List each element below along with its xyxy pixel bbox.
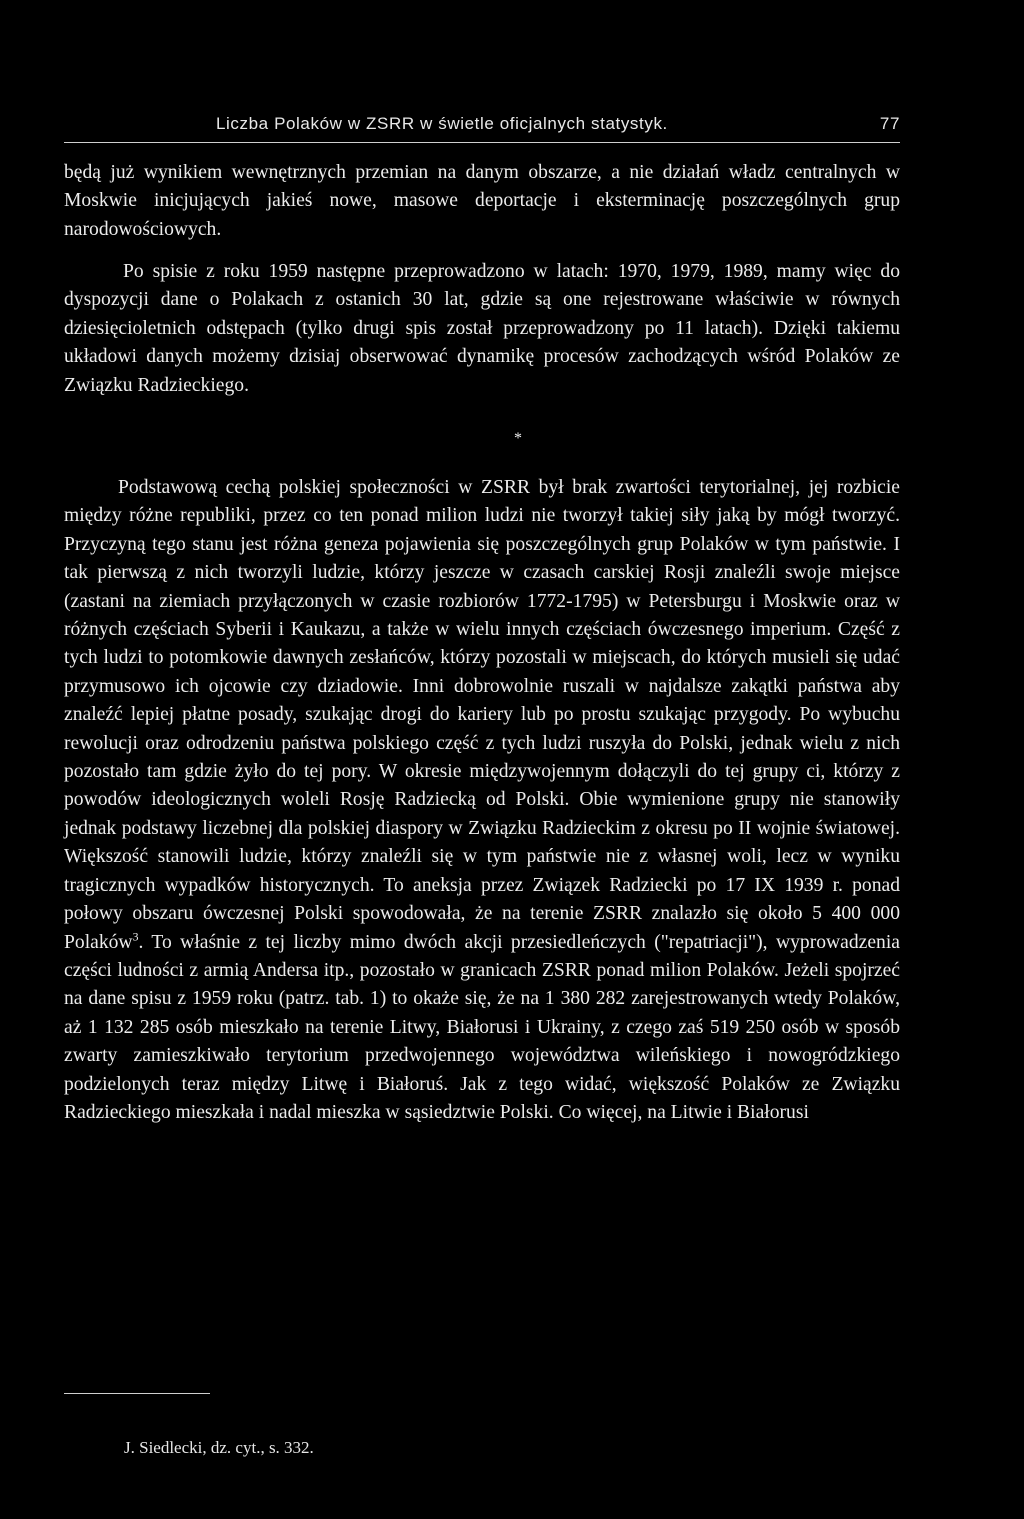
- running-title: Liczba Polaków w ZSRR w świetle oficjalnych statystyk.: [216, 114, 668, 133]
- section-separator-asterisk: *: [514, 430, 522, 447]
- footnote-reference: 3: [132, 929, 139, 943]
- running-header: [64, 112, 900, 140]
- header-rule: [64, 142, 900, 143]
- paragraph-census-dates: Po spisie z roku 1959 następne przeprowadzono w latach: 1970, 1979, 1989, mamy więc do dyspozycji dane o Polakach z ostanich 30 lat, gdzie są one rejestrowane właściwie w równych dziesięcioletnich odstępach (tylko drugi spis został przeprowadzony po 11 latach). Dzięki takiemu układowi danych możemy dzisiaj obserwować dynamikę procesów zachodzących wśród Polaków ze Związku Radzieckiego.: [64, 261, 900, 396]
- paragraph-continuation: będą już wynikiem wewnętrznych przemian na danym obszarze, a nie działań władz centralnych w Moskwie inicjujących jakieś nowe, masowe deportacje i eksterminację poszczególnych grup narodowościowych.: [64, 162, 900, 240]
- paragraph-text-before-note: Podstawową cechą polskiej społeczności w ZSRR był brak zwartości terytorialnej, jej rozbicie między różne republiki, przez co ten ponad milion ludzi nie tworzył takiej siły jaką by mógł tworzyć. Przyczyną tego stanu jest różna geneza pojawienia się poszczególnych grup Polaków w tym państwie. I tak pierwszą z nich tworzyli ludzie, którzy jeszcze w czasach carskiej Rosji znaleźli swoje miejsce (zastani na ziemiach przyłączonych w czasie rozbiorów 1772-1795) w Petersburgu i Moskwie oraz w różnych częściach Syberii i Kaukazu, a także w wielu innych częściach ówczesnego imperium. Część z tych ludzi to potomkowie dawnych zesłańców, którzy pozostali w miejscach, do których musieli się udać przymusowo ich ojcowie czy dziadowie. Inni dobrowolnie ruszali w najdalsze zakątki państwa aby znaleźć lepiej płatne posady, szukając drogi do kariery lub po prostu szukając przygody. Po wybuchu rewolucji oraz odrodzeniu państwa polskiego część z tych ludzi ruszyła do Polski, jednak wielu z nich pozostało tam gdzie żyło do tej pory. W okresie międzywojennym dołączyli do tej grupy ci, którzy z powodów ideologicznych woleli Rosję Radziecką od Polski. Obie wymienione grupy nie stanowiły jednak podstawy liczebnej dla polskiej diaspory w Związku Radzieckim z okresu po II wojnie światowej. Większość stanowili ludzie, którzy znaleźli się w tym państwie nie z własnej woli, lecz w wyniku tragicznych wypadków historycznych. To aneksja przez Związek Radziecki po 17 IX 1939 r. ponad połowy obszaru ówczesnej Polski spowodowała, że na terenie ZSRR znalazło się około 5 400 000 Polaków: [64, 477, 900, 953]
- footnote-text: J. Siedlecki, dz. cyt., s. 332.: [124, 1438, 314, 1457]
- footnote-rule: [64, 1393, 210, 1394]
- page-number: 77: [879, 114, 900, 133]
- paragraph-text-after-note: . To właśnie z tej liczby mimo dwóch akcji przesiedleńczych ("repatriacji"), wyprowadzenia części ludności z armią Andersa itp., pozostało w granicach ZSRR ponad milion Polaków. Jeżeli spojrzeć na dane spisu z 1959 roku (patrz. tab. 1) to okaże się, że na 1 380 282 zarejestrowanych wtedy Polaków, aż 1 132 285 osób mieszkało na terenie Litwy, Białorusi i Ukrainy, z czego zaś 519 250 osób w sposób zwarty zamieszkiwało terytorium przedwojennego województwa wileńskiego i nowogródzkiego podzielonych teraz między Litwę i Białoruś. Jak z tego widać, większość Polaków ze Związku Radzieckiego mieszkała i nadal mieszka w sąsiedztwie Polski. Co więcej, na Litwie i Białorusi: [64, 931, 900, 1123]
- paragraph-polish-community: [64, 474, 900, 1127]
